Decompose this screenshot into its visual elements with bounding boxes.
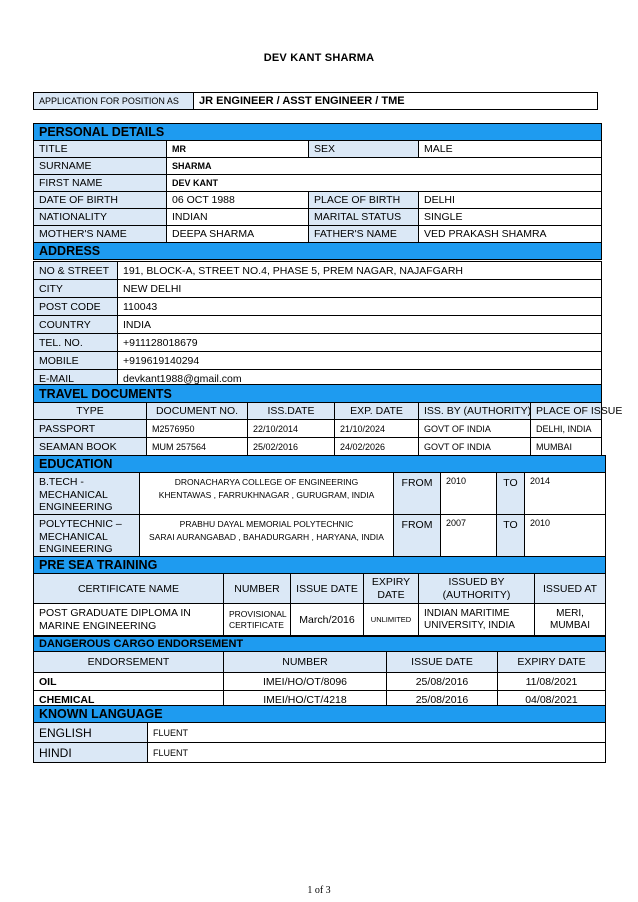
endorsement-number: IMEI/HO/CT/4218 xyxy=(224,691,387,709)
address-label: COUNTRY xyxy=(34,316,118,334)
address-value: NEW DELHI xyxy=(118,280,602,298)
table-cell: GOVT OF INDIA xyxy=(419,420,531,438)
endorsement-name: OIL xyxy=(34,673,224,691)
institution-name: PRABHU DAYAL MEMORIAL POLYTECHNIC xyxy=(179,519,354,529)
from-label: FROM xyxy=(394,515,441,557)
table-cell: 21/10/2024 xyxy=(335,420,419,438)
address-value: INDIA xyxy=(118,316,602,334)
title-label: TITLE xyxy=(34,141,167,158)
to-year: 2010 xyxy=(525,515,606,557)
marital-label: MARITAL STATUS xyxy=(309,209,419,226)
table-cell: MUMBAI xyxy=(531,438,602,456)
to-year: 2014 xyxy=(525,473,606,515)
father-label: FATHER'S NAME xyxy=(309,226,419,243)
endorsement-issue-date: 25/08/2016 xyxy=(387,673,498,691)
pob-label: PLACE OF BIRTH xyxy=(309,192,419,209)
title-value: MR xyxy=(167,141,309,158)
certificate-issued-at: MERI, MUMBAI xyxy=(535,604,606,636)
address-value: +911128018679 xyxy=(118,334,602,352)
endorsement-name: CHEMICAL xyxy=(34,691,224,709)
nationality-label: NATIONALITY xyxy=(34,209,167,226)
travel-documents-heading: TRAVEL DOCUMENTS xyxy=(34,385,602,403)
column-header: ENDORSEMENT xyxy=(34,652,224,673)
endorsement-number: IMEI/HO/OT/8096 xyxy=(224,673,387,691)
cargo-endorsement-heading: DANGEROUS CARGO ENDORSEMENT xyxy=(34,637,606,652)
column-header: PLACE OF ISSUE xyxy=(531,403,602,420)
page-number: 1 of 3 xyxy=(307,885,331,896)
column-header: ISSUE DATE xyxy=(291,574,364,604)
education-heading: EDUCATION xyxy=(34,456,606,473)
certificate-number: PROVISIONAL CERTIFICATE xyxy=(224,604,291,636)
from-year: 2007 xyxy=(441,515,497,557)
column-header: ISSUE DATE xyxy=(387,652,498,673)
to-label: TO xyxy=(497,473,525,515)
column-header: ISS.DATE xyxy=(248,403,335,420)
travel-doc-type: PASSPORT xyxy=(34,420,147,438)
column-header: ISS. BY (AUTHORITY) xyxy=(419,403,531,420)
personal-details-table xyxy=(33,123,602,260)
column-header: NUMBER xyxy=(224,652,387,673)
pre-sea-training-table xyxy=(33,556,606,636)
address-label: MOBILE xyxy=(34,352,118,370)
travel-documents-table xyxy=(33,384,623,456)
from-label: FROM xyxy=(394,473,441,515)
address-label: POST CODE xyxy=(34,298,118,316)
language-name: HINDI xyxy=(34,743,148,763)
address-heading: ADDRESS xyxy=(34,243,602,260)
column-header: EXPIRY DATE xyxy=(498,652,606,673)
address-value: 191, BLOCK-A, STREET NO.4, PHASE 5, PREM NAGAR, NAJAFGARH xyxy=(118,262,602,280)
education-table xyxy=(33,455,606,557)
surname-value: SHARMA xyxy=(167,158,602,175)
sex-value: MALE xyxy=(419,141,602,158)
nationality-value: INDIAN xyxy=(167,209,309,226)
table-cell: MUM 257564 xyxy=(147,438,248,456)
from-year: 2010 xyxy=(441,473,497,515)
address-value: 110043 xyxy=(118,298,602,316)
application-label: APPLICATION FOR POSITION AS xyxy=(34,93,194,110)
language-name: ENGLISH xyxy=(34,723,148,743)
language-heading: KNOWN LANGUAGE xyxy=(34,706,606,723)
sex-label: SEX xyxy=(309,141,419,158)
column-header: ISSUED AT xyxy=(535,574,606,604)
application-value: JR ENGINEER / ASST ENGINEER / TME xyxy=(194,93,598,110)
institution-address: SARAI AURANGABAD , BAHADURGARH , HARYANA, INDIA xyxy=(149,531,384,542)
address-label: TEL. NO. xyxy=(34,334,118,352)
address-label: E-MAIL xyxy=(34,370,118,388)
certificate-authority: INDIAN MARITIME UNIVERSITY, INDIA xyxy=(419,604,535,636)
certificate-expiry: UNLIMITED xyxy=(364,604,419,636)
address-table xyxy=(33,261,602,388)
dob-value: 06 OCT 1988 xyxy=(167,192,309,209)
certificate-name: POST GRADUATE DIPLOMA IN MARINE ENGINEERING xyxy=(34,604,224,636)
endorsement-expiry-date: 11/08/2021 xyxy=(498,673,606,691)
first-name-value: DEV KANT xyxy=(167,175,602,192)
column-header: DOCUMENT NO. xyxy=(147,403,248,420)
pre-sea-training-heading: PRE SEA TRAINING xyxy=(34,557,606,574)
dob-label: DATE OF BIRTH xyxy=(34,192,167,209)
column-header: ISSUED BY (AUTHORITY) xyxy=(419,574,535,604)
language-level: FLUENT xyxy=(148,723,606,743)
column-header: CERTIFICATE NAME xyxy=(34,574,224,604)
personal-details-heading: PERSONAL DETAILS xyxy=(34,124,602,141)
table-cell: GOVT OF INDIA xyxy=(419,438,531,456)
to-label: TO xyxy=(497,515,525,557)
table-cell: 22/10/2014 xyxy=(248,420,335,438)
mother-label: MOTHER'S NAME xyxy=(34,226,167,243)
first-name-label: FIRST NAME xyxy=(34,175,167,192)
address-value: +919619140294 xyxy=(118,352,602,370)
table-cell: 25/02/2016 xyxy=(248,438,335,456)
document-title: DEV KANT SHARMA xyxy=(263,52,375,64)
travel-doc-type: SEAMAN BOOK xyxy=(34,438,147,456)
column-header: EXPIRY DATE xyxy=(364,574,419,604)
column-header: NUMBER xyxy=(224,574,291,604)
cargo-endorsement-table xyxy=(33,636,606,709)
table-cell: 24/02/2026 xyxy=(335,438,419,456)
column-header: EXP. DATE xyxy=(335,403,419,420)
address-label: NO & STREET xyxy=(34,262,118,280)
degree: POLYTECHNIC – MECHANICAL ENGINEERING xyxy=(34,515,140,557)
application-table xyxy=(33,92,598,110)
institution-address: KHENTAWAS , FARRUKHNAGAR , GURUGRAM, INDIA xyxy=(158,489,375,500)
column-header: TYPE xyxy=(34,403,147,420)
father-value: VED PRAKASH SHAMRA xyxy=(419,226,602,243)
surname-label: SURNAME xyxy=(34,158,167,175)
institution-name: DRONACHARYA COLLEGE OF ENGINEERING xyxy=(174,477,359,487)
address-label: CITY xyxy=(34,280,118,298)
pob-value: DELHI xyxy=(419,192,602,209)
address-value: devkant1988@gmail.com xyxy=(118,370,602,388)
mother-value: DEEPA SHARMA xyxy=(167,226,309,243)
endorsement-issue-date: 25/08/2016 xyxy=(387,691,498,709)
table-cell: M2576950 xyxy=(147,420,248,438)
degree: B.TECH - MECHANICAL ENGINEERING xyxy=(34,473,140,515)
language-level: FLUENT xyxy=(148,743,606,763)
certificate-issue-date: March/2016 xyxy=(291,604,364,636)
language-table xyxy=(33,705,606,763)
marital-value: SINGLE xyxy=(419,209,602,226)
table-cell: DELHI, INDIA xyxy=(531,420,602,438)
endorsement-expiry-date: 04/08/2021 xyxy=(498,691,606,709)
